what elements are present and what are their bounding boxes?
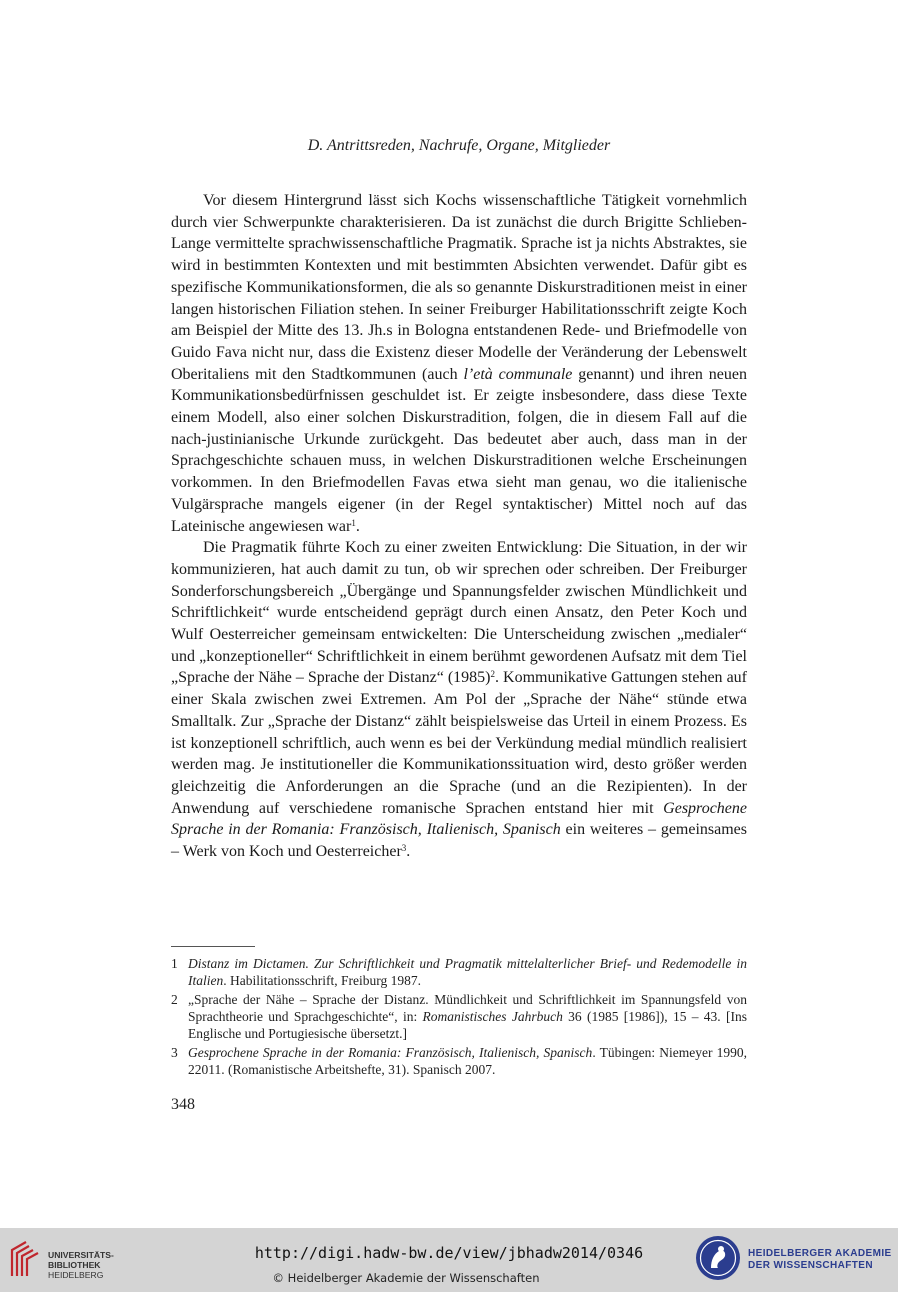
hadw-logo[interactable] [694,1234,894,1286]
footnote-ref-1[interactable]: 1 [351,517,356,528]
ub-heidelberg-logo-text: UNIVERSITÄTS- BIBLIOTHEK HEIDELBERG [48,1250,114,1280]
running-head: D. Antrittsreden, Nachrufe, Organe, Mitglieder [307,137,611,154]
footnote-divider [171,946,255,947]
footnote-2: 2 „Sprache der Nähe – Sprache der Distanz. Mündlichkeit und Schriftlichkeit im Spannungsfeld von Sprachtheorie und Sprachgeschichte“, in: Romanistisches Jahrbuch 36 (1985 [1986]), 15 – 43. [Ins Englische und Portugiesische übersetzt.] [171,992,747,1041]
paragraph-1: Vor diesem Hintergrund lässt sich Kochs wissenschaftliche Tätigkeit vornehmlich durch vier Schwerpunkte charakterisieren. Da ist zunächst die durch Brigitte Schlieben-Lange vermittelte sprachwissenschaftliche Pragmatik. Sprache ist ja nichts Abstraktes, sie wird in bestimmten Kontexten und mit bestimmten Absichten verwendet. Dafür gibt es spezifische Kommunikationsformen, die als so genannte Diskurstraditionen meist in einer langen historischen Filiation stehen. In seiner Freiburger Habilitationsschrift zeigte Koch am Beispiel der Mitte des 13. Jh.s in Bologna entstandenen Rede- und Briefmodelle von Guido Fava nicht nur, dass die Existenz dieser Modelle der Veränderung der Lebenswelt Oberitaliens mit den Stadtkommunen (auch l’età communale genannt) und ihren neuen Kommunikationsbedürfnissen geschuldet ist. Er zeigte insbesondere, dass diese Texte einem Modell, also einer solchen Diskurstradition, folgen, die in diesem Fall auf die nach-justinianische Urkunde zurückgeht. Das bedeutet aber auch, dass man in der Sprachgeschichte schauen muss, in welchen Diskurstraditionen welche Erscheinungen vorkommen. In den Briefmodellen Favas etwa sieht man genau, wo die italienische Vulgärsprache mangels eigener (in der Regel syntaktischer) Mittel noch auf das Lateinische angewiesen war$^1$. [171,192,748,535]
body-text [171,190,747,863]
footnote-ref-2[interactable]: 2 [490,669,496,680]
hadw-logo-text: HEIDELBERGER AKADEMIE DER WISSENSCHAFTEN [748,1248,892,1271]
copyright-notice: © Heidelberger Akademie der Wissenschaften [272,1271,540,1285]
footnotes [171,955,747,1080]
permalink-url[interactable]: http://digi.hadw-bw.de/view/jbhadw2014/0346 [254,1244,644,1262]
hadw-seal-icon [694,1234,742,1282]
paragraph-2: Die Pragmatik führte Koch zu einer zweiten Entwicklung: Die Situation, in der wir kommunizieren, hat auch damit zu tun, ob wir sprechen oder schreiben. Der Freiburger Sonderforschungsbereich „Übergänge und Spannungsfelder zwischen Mündlichkeit und Schriftlichkeit“ wurde entscheidend geprägt durch einen Ansatz, den Peter Koch und Wulf Oesterreicher gemeinsam entwickelten: Die Unterscheidung zwischen „medialer“ und „konzeptioneller“ Schriftlichkeit in einem berühmt gewordenen Aufsatz mit dem Tiel „Sprache der Nähe – Sprache der Distanz“ $(1985)^2$. Kommunikative Gattungen stehen auf einer Skala zwischen zwei Extremen. Am Pol der „Sprache der Nähe“ stünde etwa Smalltalk. Zur „Sprache der Distanz“ zählt beispielsweise das Urteil in einem Prozess. Es ist konzeptionell schriftlich, auch wenn es bei der Verkündung medial mündlich realisiert werden mag. Je institutioneller die Kommunikationssituation wird, desto größer werden gleichzeitig die Anforderungen an die Sprache (und an die Rezipienten). In der Anwendung auf verschiedene romanische Sprachen entstand hier mit Gesprochene Sprache in der Romania: Französisch, Italienisch, Spanisch ein weiteres – gemeinsames – Werk von Koch und Oesterreicher$^3$. [171,539,748,861]
page-number: 348 [171,1096,195,1113]
viewer-footer [0,1228,898,1292]
footnote-3: 3 Gesprochene Sprache in der Romania: Französisch, Italienisch, Spanisch. Tübingen: Niemeyer 1990, 22011. (Romanistische Arbeitshefte, 31). Spanisch 2007. [171,1045,748,1077]
footnote-1: 1 Distanz im Dictamen. Zur Schriftlichkeit und Pragmatik mittelalterlicher Brief- und Redemodelle in Italien. Habilitationsschrift, Freiburg 1987. [171,956,747,988]
footnote-ref-3[interactable]: 3 [401,843,407,854]
